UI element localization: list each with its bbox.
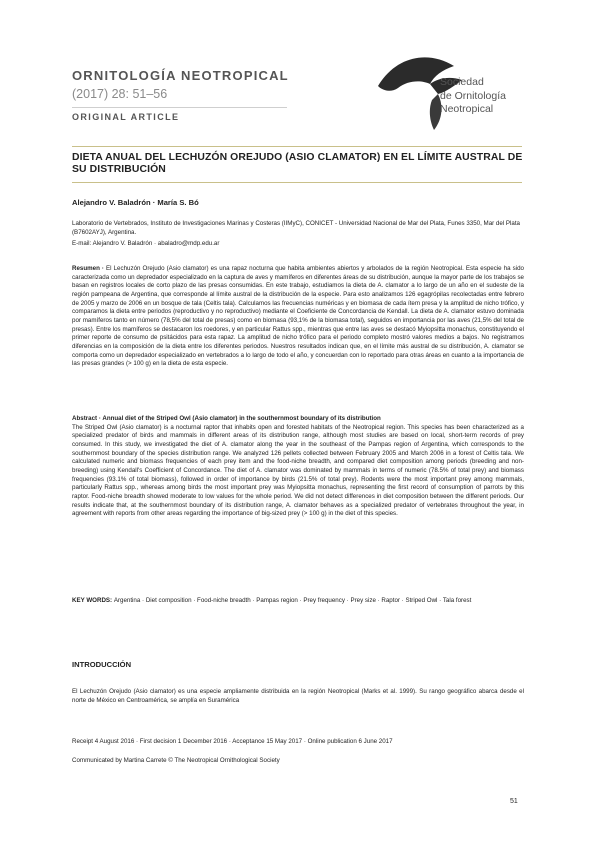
keywords-label: KEY WORDS: xyxy=(72,597,114,604)
society-line-3: Neotropical xyxy=(440,103,494,115)
section-label: ORIGINAL ARTICLE xyxy=(72,112,180,122)
resumen-paragraph xyxy=(72,265,524,369)
journal-issue: (2017) 28: 51–56 xyxy=(72,87,168,101)
intro-paragraph: El Lechuzón Orejudo (Asio clamator) es una especie ampliamente distribuida en la región Neotropical (Marks et al. 1999). Su rango geográfico abarca desde el norte de México en Centroamérica, se amplía en Suramérica xyxy=(72,688,524,704)
society-line-2: de Ornitología xyxy=(440,89,506,102)
author-email: E-mail: Alejandro V. Baladrón · abaladro@mdp.edu.ar xyxy=(72,240,220,247)
communicated-by: Communicated by Martina Carrete © The Neotropical Ornithological Society xyxy=(72,757,280,764)
publication-dates: Receipt 4 August 2016 · First decision 1 December 2016 · Acceptance 15 May 2017 · Online publication 6 June 2017 xyxy=(72,738,393,745)
title-rule-top xyxy=(72,146,522,147)
intro-heading: INTRODUCCIÓN xyxy=(72,660,132,669)
abstract-paragraph xyxy=(72,415,524,519)
header-divider xyxy=(72,107,287,108)
society-line-1: Sociedad xyxy=(440,76,484,88)
title-rule-bottom xyxy=(72,182,522,183)
keywords-paragraph xyxy=(72,597,524,606)
page-number: 51 xyxy=(510,798,518,805)
keywords-text: Argentina · Diet composition · Food-niche breadth · Pampas region · Prey frequency · Prey size · Raptor · Striped Owl · Tala forest xyxy=(113,597,472,604)
society-name xyxy=(440,76,506,117)
journal-name: ORNITOLOGÍA NEOTROPICAL xyxy=(72,68,289,83)
author-affiliation: Laboratorio de Vertebrados, Instituto de Investigaciones Marinas y Costeras (IIMyC), CONICET - Universidad Nacional de Mar del Plata, Funes 3350, Mar del Plata (B7602AYJ), Argentina. xyxy=(72,220,521,236)
article-authors: Alejandro V. Baladrón · María S. Bó xyxy=(72,198,199,207)
abstract-label: Abstract · Annual diet of the Striped Owl (Asio clamator) in the southernmost boundary of its distribution xyxy=(72,415,381,422)
resumen-text: El Lechuzón Orejudo (Asio clamator) es una rapaz nocturna que habita ambientes abiertos y arbolados de la región Neotropical. Esta especie ha sido caracterizada como un depredador especializado en la captura de aves y mamíferos en diferentes áreas de su distribución, aunque la mayor parte de los trabajos se basan en registros locales de corto plazo de las presas consumidas. En este trabajo, estudiamos la dieta de A. clamator a lo largo de un año en el sudeste de la región pampeana de Argentina, que corresponde al límite austral de la distribución de la especie. Para esto analizamos 126 egagrópilas recolectadas entre febrero de 2005 y marzo de 2006 en un bosque de tala (Celtis tala). Calculamos las frecuencias numéricas y en biomasa de cada ítem presa y la amplitud de nicho trófico, y comparamos la dieta entre periodos (reproductivo y no reproductivo) mediante el Coeficiente de Concordancia de Kendall. La dieta de A. clamator estuvo dominada por mamíferos tanto en número (78,5% del total de presas) como en biomasa (93,1% de la biomasa total), seguidos en importancia por las aves (21,5% del total de presas). Entre los mamíferos se destacaron los roedores, y en particular Rattus spp., mientras que entre las aves se destacó Myiopsitta monachus, constituyendo el primer reporte de consumo de psitácidos para esta rapaz. La amplitud de nicho trófico para el periodo completo mostró valores medios a bajos. No registramos diferencias en la composición de la dieta entre los diferentes periodos. Nuestros resultados indican que, en el límite más austral de su distribución, A. clamator se comporta como un depredador especializado en vertebrados a lo largo de todo el año, y concuerdan con lo reportado para otras áreas en cuanto a la importancia de las presas grandes (> 100 g) en la dieta de esta especie. xyxy=(72,265,524,368)
abstract-text: The Striped Owl (Asio clamator) is a nocturnal raptor that inhabits open and forested habitats of the Neotropical region. This species has been characterized as a specialized predator of birds and mammals in different areas of its distribution range, although most studies are based on local, short-term records of prey consumed. In this study, we investigated the diet of A. clamator along the year in the southeast of the Pampas region of Argentina, which corresponds to the southernmost boundary of the species distribution range. We analyzed 126 pellets collected between February 2005 and March 2006 in a forest of Celtis tala. We calculated numeric and biomass frequencies of each prey item and the food-niche breadth, and compared diet composition among periods (breeding and non-breeding) using Kendall's Coefficient of Concordance. The diet of A. clamator was dominated by mammals in terms of numeric (78.5% of total prey) and biomass frequencies (93.1% of total biomass), followed in order of importance by birds (21.5% of total prey). Rodents were the most important prey among mammals, particularly Rattus spp., whereas among birds the most important prey was Myiopsitta monachus, representing the first record of consumption of parrots by this raptor. Food-niche breadth showed moderate to low values for the whole period. We did not detect differences in diet composition between the different periods. Our results indicate that, at the southernmost boundary of its distribution range, A. clamator behaves as a specialized predator of vertebrates throughout the year, in agreement with reports from other areas regarding the importance of big-sized prey (> 100 g) in the diet of this species. xyxy=(72,423,524,518)
article-title: DIETA ANUAL DEL LECHUZÓN OREJUDO (ASIO CLAMATOR) EN EL LÍMITE AUSTRAL DE SU DISTRIBUCIÓN xyxy=(72,152,523,175)
resumen-label: Resumen · xyxy=(72,265,107,272)
